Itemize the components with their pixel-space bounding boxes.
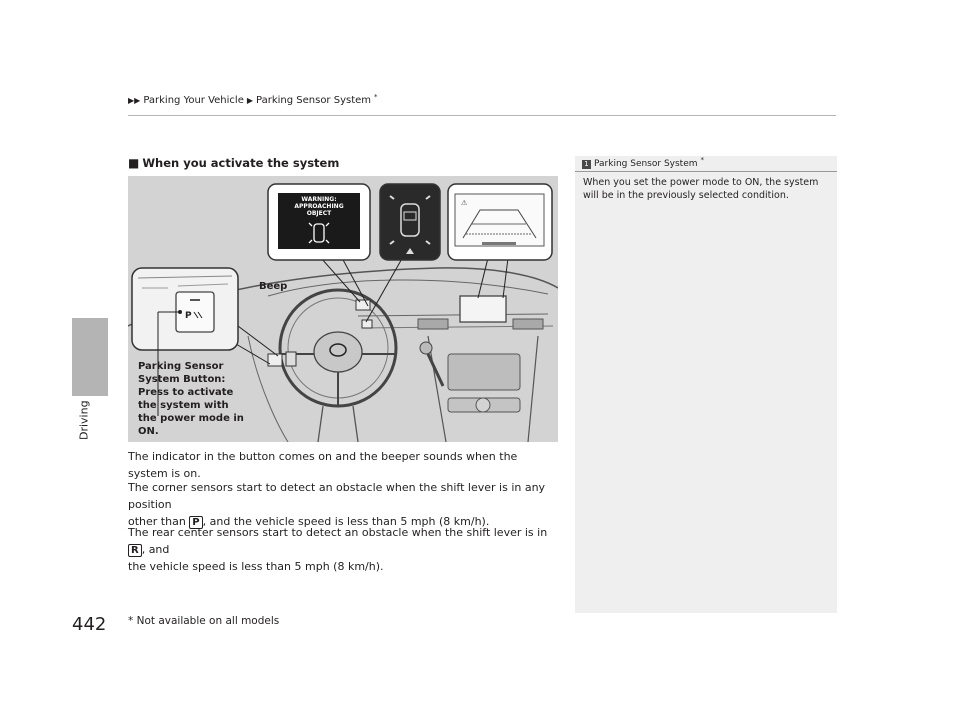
breadcrumb-item-parking[interactable]: Parking Your Vehicle	[143, 95, 244, 106]
header-divider	[128, 115, 836, 116]
section-heading	[128, 156, 339, 170]
rear-sensors-line-2: the vehicle speed is less than 5 mph (8 km/h).	[128, 560, 384, 573]
breadcrumb-arrow-icon: ▶▶	[128, 96, 141, 105]
button-callout-line-5: the power mode in	[138, 413, 244, 424]
section-heading-text: When you activate the system	[142, 156, 340, 170]
shift-r-key-icon: R	[128, 544, 142, 557]
rear-sensors-text: The rear center sensors start to detect an obstacle when the shift lever is in	[128, 526, 548, 539]
corner-sensors-line-1: The corner sensors start to detect an obstacle when the shift lever is in any position	[128, 481, 546, 511]
warning-line-3: OBJECT	[306, 210, 332, 217]
button-callout-line-6: ON.	[138, 426, 159, 437]
sidebar-divider	[575, 171, 837, 172]
button-callout-line-2: System Button:	[138, 374, 226, 385]
paragraph-indicator: The indicator in the button comes on and the beeper sounds when the system is on.	[128, 450, 518, 480]
sidebar-title-star: *	[700, 156, 704, 164]
sidebar-text: When you set the power mode to ON, the system will be in the previously selected condition.	[583, 177, 819, 201]
beep-label: Beep	[259, 281, 288, 292]
rear-sensors-text-end: , and	[141, 543, 170, 556]
paragraph-corner-sensors	[128, 479, 558, 530]
rear-sensors-line-1	[128, 524, 558, 558]
sidebar-title	[582, 156, 704, 169]
sidebar-note	[575, 156, 837, 613]
sidebar-title-text[interactable]: Parking Sensor System	[594, 159, 698, 169]
shift-p-key-icon: P	[189, 516, 202, 529]
side-tab-block	[72, 318, 108, 396]
side-tab-label: Driving	[77, 400, 91, 440]
corner-sensors-text: other than	[128, 515, 190, 528]
warning-line-2: APPROACHING	[294, 203, 344, 210]
button-callout-line-4: the system with	[138, 400, 229, 411]
heading-square-icon: ■	[128, 156, 140, 170]
warning-line-1: WARNING:	[301, 196, 337, 203]
breadcrumb-item-sensor[interactable]: Parking Sensor System	[256, 95, 372, 106]
footnote: * Not available on all models	[128, 615, 280, 627]
corner-sensors-text-end: , and the vehicle speed is less than 5 mph (8 km/h).	[202, 515, 490, 528]
svg-text:P: P	[185, 311, 192, 321]
button-callout-line-1: Parking Sensor	[138, 361, 224, 372]
svg-text:⚠: ⚠	[461, 199, 468, 207]
button-callout-line-3: Press to activate	[138, 387, 234, 398]
paragraph-rear-sensors	[128, 524, 558, 575]
breadcrumb	[128, 92, 378, 106]
breadcrumb-arrow-icon: ▶	[246, 96, 254, 105]
page-number: 442	[72, 614, 107, 635]
dashboard-illustration	[128, 176, 558, 442]
note-number-badge: 1	[582, 160, 591, 169]
button-callout-label	[138, 360, 244, 438]
display-warning-text	[278, 196, 360, 217]
breadcrumb-star: *	[374, 92, 378, 101]
